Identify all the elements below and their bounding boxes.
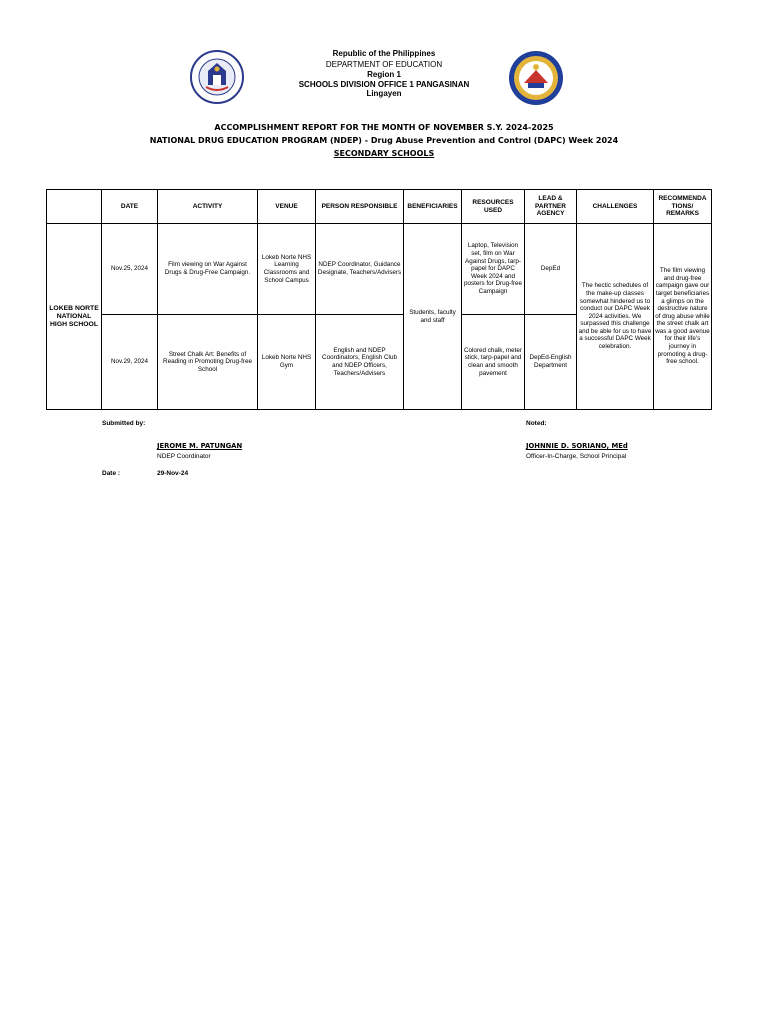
row1-venue: Lokeb Norte NHS Learning Classrooms and School Campus [258,224,316,315]
row1-date: Nov.25, 2024 [102,224,158,315]
row1-person: NDEP Coordinator, Guidance Designate, Teachers/Advisers [316,224,404,315]
row1-activity: Film viewing on War Against Drugs & Drug-Free Campaign. [158,224,258,315]
header-lead: LEAD & PARTNER AGENCY [525,190,577,224]
submitted-by-label: Submitted by: [102,420,146,427]
noter-title: Officer-In-Charge, School Principal [526,453,627,460]
header-republic: Republic of the Philippines [332,49,436,58]
header-challenges: CHALLENGES [577,190,654,224]
row2-activity: Street Chalk Art: Benefits of Reading in Promoting Drug-free School [158,315,258,410]
row2-lead: DepEd-English Department [525,315,577,410]
noter-name: JOHNNIE D. SORIANO, MEd [526,442,628,450]
row2-person: English and NDEP Coordinators, English Club and NDEP Officers, Teachers/Advisers [316,315,404,410]
header-school-cell [47,190,102,224]
header-beneficiaries: BENEFICIARIES [404,190,462,224]
header-department: DEPARTMENT OF EDUCATION [325,60,443,69]
row2-resources: Colored chalk, meter stick, tarp-papel and clean and smooth pavement [462,315,525,410]
table-row [47,224,712,315]
date-label: Date : [102,470,121,477]
remarks-cell: The film viewing and drug-free campaign gave our target beneficiaries a glimps on the destructive nature of drug abuse while the street chalk art was a good avenue for their life's journey in promoting a drug-free school. [654,224,712,410]
header-activity: ACTIVITY [158,190,258,224]
row1-resources: Laptop, Television set, film on War Against Drugs, tarp-papel for DAPC Week 2024 and posters for Drug-free Campaign [462,224,525,315]
row2-date: Nov.29, 2024 [102,315,158,410]
report-level: SECONDARY SCHOOLS [333,149,435,158]
school-name: LOKEB NORTE NATIONAL HIGH SCHOOL [47,224,102,410]
row2-venue: Lokeb Norte NHS Gym [258,315,316,410]
date-value: 29-Nov-24 [157,470,189,477]
row1-lead: DepEd [525,224,577,315]
header-remarks: RECOMMENDA TIONS/ REMARKS [654,190,712,224]
report-program: NATIONAL DRUG EDUCATION PROGRAM (NDEP) - Drug Abuse Prevention and Control (DAPC) Week 2024 [149,136,619,145]
challenges-cell: The hectic schedules of the make-up classes somewhat hindered us to conduct our DAPC Week 2024 activities. We surpassed this challenge and be able for us to have a successful DAPC Week celebration. [577,224,654,410]
header-person: PERSON RESPONSIBLE [316,190,404,224]
header-city: Lingayen [366,89,402,98]
header-division: SCHOOLS DIVISION OFFICE 1 PANGASINAN [298,80,470,89]
header-region: Region 1 [367,70,401,79]
header-resources: RESOURCES USED [462,190,525,224]
header-date: DATE [102,190,158,224]
header-venue: VENUE [258,190,316,224]
report-title: ACCOMPLISHMENT REPORT FOR THE MONTH OF NOVEMBER S.Y. 2024-2025 [214,123,554,132]
noted-label: Noted: [526,420,547,427]
submitter-name: JEROME M. PATUNGAN [157,442,243,450]
table-header-row [47,190,712,224]
accomplishment-table [46,189,712,410]
beneficiaries-cell: Students, faculty and staff [404,224,462,410]
submitter-title: NDEP Coordinator [157,453,211,460]
